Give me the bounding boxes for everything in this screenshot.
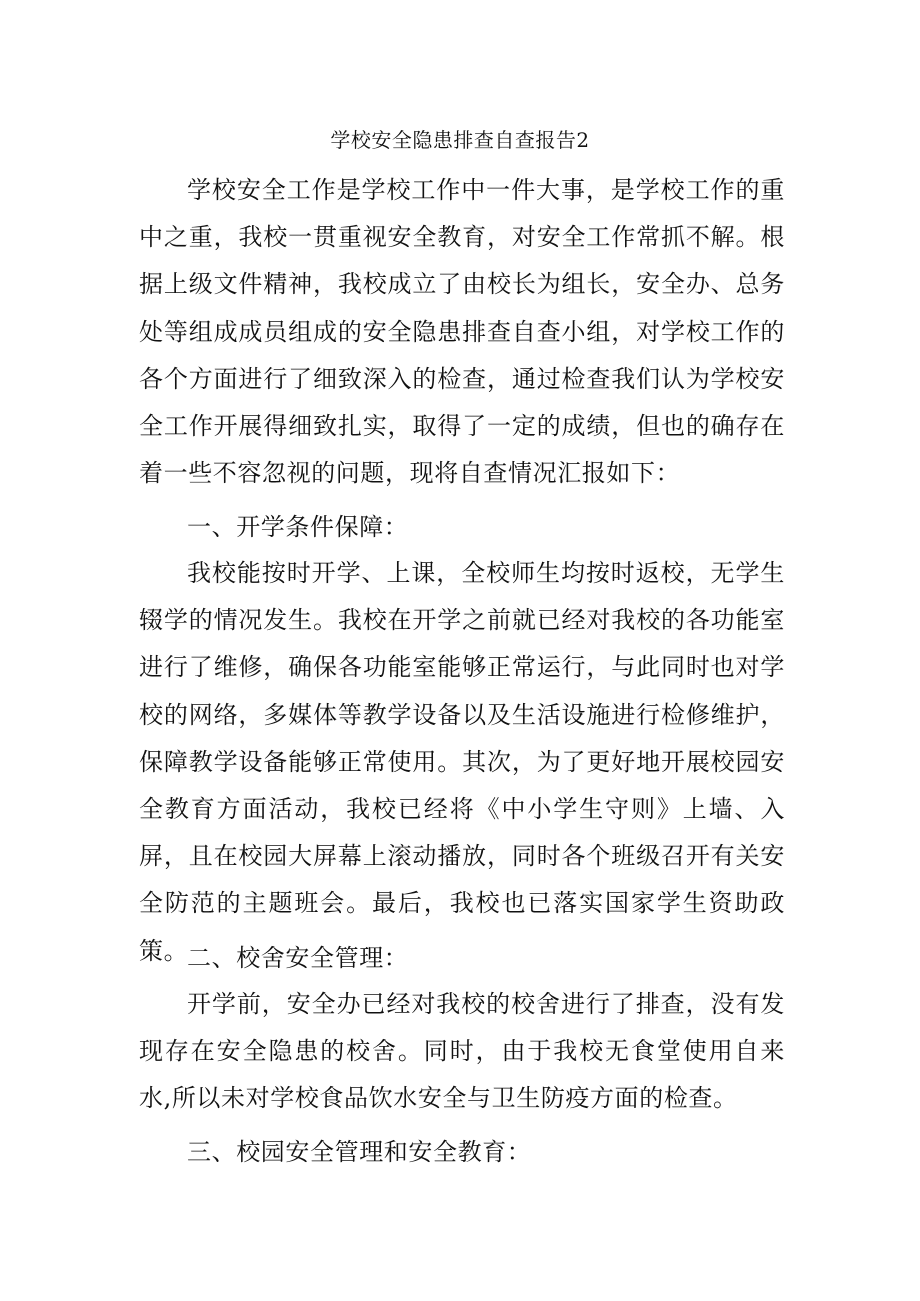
- document-title: 学校安全隐患排查自查报告2: [330, 128, 590, 152]
- section-paragraph-building-safety: 开学前，安全办已经对我校的校舍进行了排查，没有发现存在安全隐患的校舍。同时，由于我校无食堂使用自来水,所以未对学校食品饮水安全与卫生防疫方面的检查。: [139, 990, 785, 1113]
- section-paragraph-opening-conditions: 我校能按时开学、上课，全校师生均按时返校，无学生辍学的情况发生。我校在开学之前就已经对我校的各功能室进行了维修，确保各功能室能够正常运行，与此同时也对学校的网络，多媒体等教学设备以及生活设施进行检修维护，保障教学设备能够正常使用。其次，为了更好地开展校园安全教育方面活动，我校已经将《中小学生守则》上墙、入屏，且在校园大屏幕上滚动播放，同时各个班级召开有关安全防范的主题班会。最后，我校也已落实国家学生资助政策。: [139, 559, 785, 965]
- section-heading-opening-conditions: 一、开学条件保障：: [187, 513, 409, 541]
- section-heading-building-safety: 二、校舍安全管理：: [187, 944, 409, 972]
- intro-paragraph: 学校安全工作是学校工作中一件大事，是学校工作的重中之重，我校一贯重视安全教育，对安全工作常抓不解。根据上级文件精神，我校成立了由校长为组长，安全办、总务处等组成成员组成的安全隐患排查自查小组，对学校工作的各个方面进行了细致深入的检查，通过检查我们认为学校安全工作开展得细致扎实，取得了一定的成绩，但也的确存在着一些不容忽视的问题，现将自查情况汇报如下：: [139, 176, 785, 488]
- section-heading-campus-safety-education: 三、校园安全管理和安全教育：: [187, 1138, 532, 1166]
